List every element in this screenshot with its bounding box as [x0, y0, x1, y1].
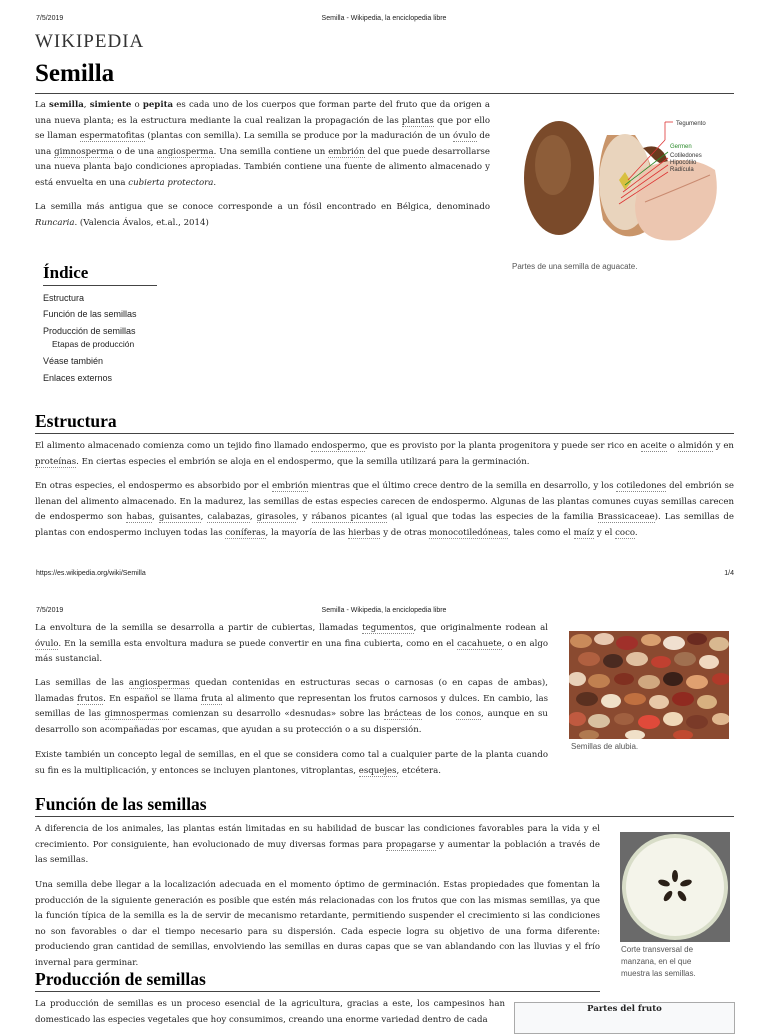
label-tegumento: Tegumento — [676, 121, 706, 127]
legal-paragraph: Existe también un concepto legal de semillas, en el que se considera como tal a cualquier parte de la planta cuando su fin es la multiplicación, y entonces se incluyen plantones, vitroplantas, esquejes, etcétera. — [35, 750, 548, 776]
funcion-paragraph-2: Una semilla debe llegar a la localización adecuada en el momento óptimo de germinación. Estas propiedades que fomentan la producción de la siguiente generación es posible que estén más relacionadas con los frutos que con las mismas semillas, ya que la función típica de la semilla es la de servir de mecanismo retardante, permitiendo suspender el crecimiento si las condiciones no son favorables o dar el tiempo necesario para su dispersión. Cada especie logra su objetivo de una forma diferente: produciendo gran cantidad de semillas, envolviendo las semillas en duras capas que se van ablandando con las lluvias y el frío invernal para germinar. — [35, 880, 600, 968]
link-ovulo[interactable]: óvulo — [453, 131, 477, 141]
link-proteinas[interactable]: proteínas — [35, 456, 77, 467]
toc-heading: Índice — [43, 263, 89, 282]
toc-item-vease[interactable]: Véase también — [43, 356, 104, 366]
link-ovulo-2[interactable]: óvulo — [35, 638, 59, 649]
section-heading-produccion: Producción de semillas — [35, 969, 206, 989]
link-maiz[interactable]: maíz — [573, 527, 595, 538]
link-conos[interactable]: conos — [455, 709, 482, 719]
beans-caption: Semillas de alubia. — [571, 742, 639, 751]
link-habas[interactable]: habas — [126, 512, 153, 522]
print-footer-page: 1/4 — [724, 570, 734, 577]
link-tegumentos[interactable]: tegumentos — [362, 623, 414, 633]
angiospermas-paragraph: Las semillas de las angiospermas quedan contenidas en estructuras secas o carnosas (o en capas de ambas), llamadas frutos. En español se llama fruta al alimento que representan los frutos carnosos y dulces. En cambio, las semillas de las gimnospermas comienzan su desarrollo «desnudas» sobre las brácteas de los conos, aunque en su desarrollo son acompañadas por escamas, que ayudan a su protección o a su dispersión. — [35, 678, 548, 735]
section-heading-estructura: Estructura — [35, 411, 117, 431]
produccion-rule — [35, 991, 600, 992]
label-hipocotilo: Hipocótilo — [670, 160, 697, 166]
link-frutos[interactable]: frutos — [77, 693, 104, 704]
link-embrion[interactable]: embrión — [328, 146, 365, 157]
link-girasoles[interactable]: girasoles — [256, 512, 296, 522]
toc-item-enlaces[interactable]: Enlaces externos — [43, 373, 113, 383]
link-aceite[interactable]: aceite — [640, 441, 667, 451]
print-date-2: 7/5/2019 — [36, 607, 64, 614]
estructura-paragraph-1: El alimento almacenado comienza como un tejido fino llamado endospermo, que es provisto por la planta progenitora y puede ser rico en aceite o almidón y en proteínas. En ciertas especies el embrión se aloja en el endospermo, que la semilla utilizará para la germinación. — [35, 441, 734, 467]
estructura-paragraph-2: En otras especies, el endospermo es absorbido por el embrión mientras que el último crece dentro de la semilla en desarrollo, y los cotiledones del embrión se llenan del alimento almacenado. En la madurez, las semillas de estas especies carecen de endospermo. Algunas de las plantas comunes cuyas semillas carecen de endospermo son habas, guisantes, calabazas, girasoles, y rábanos picantes (al igual que todas las especies de la familia Brassicaceae). Las semillas de plantas con endospermo incluyen todas las coníferas, la mayoría de las hierbas y de otras monocotiledóneas, tales como el maíz y el coco. — [35, 481, 735, 538]
link-hierbas[interactable]: hierbas — [347, 527, 381, 538]
produccion-paragraph: La producción de semillas es un proceso esencial de la agricultura, gracias a este, los campesinos han domesticado las especies vegetales que hoy consumimos, creando una enorme variedad dentro de cada — [35, 999, 505, 1025]
toc-item-produccion[interactable]: Producción de semillas — [43, 326, 136, 336]
page-title: Semilla — [35, 60, 115, 87]
link-gimnosperma[interactable]: gimnosperma — [54, 146, 114, 157]
apple-photo — [620, 832, 730, 942]
link-rabanos-picantes[interactable]: rábanos picantes — [311, 512, 388, 522]
toc-rule — [43, 285, 157, 286]
link-angiosperma[interactable]: angiosperma — [157, 146, 214, 157]
beans-photo — [569, 631, 729, 739]
envoltura-paragraph: La envoltura de la semilla se desarrolla a partir de cubiertas, llamadas tegumentos, que originalmente rodean al óvulo. En la semilla esta envoltura madura se puede convertir en una fina cubierta, como en el cacahuete, o en algo más sustancial. — [35, 623, 549, 664]
link-propagarse[interactable]: propagarse — [386, 839, 436, 850]
wikipedia-logo[interactable]: WIKIPEDIA — [35, 31, 145, 52]
link-fruta[interactable]: fruta — [201, 693, 223, 704]
funcion-paragraph-1: A diferencia de los animales, las plantas están limitadas en su habilidad de buscar las condiciones favorables para la vida y el crecimiento. Por consiguiente, han evolucionado de muy diversas formas para propagarse y aumentar la población a través de las semillas. — [35, 824, 600, 865]
fruit-parts-table — [514, 1002, 735, 1034]
label-radicula: Radícula — [670, 167, 694, 173]
link-guisantes[interactable]: guisantes — [158, 512, 201, 522]
link-coco[interactable]: coco — [615, 527, 635, 538]
title-rule — [35, 93, 734, 94]
table-title: Partes del fruto — [587, 1004, 662, 1014]
label-cotiledones: Cotiledones — [670, 153, 702, 159]
estructura-rule — [35, 433, 734, 434]
link-bracteas[interactable]: brácteas — [384, 709, 422, 719]
toc-subitem-etapas[interactable]: Etapas de producción — [52, 339, 135, 349]
funcion-rule — [35, 816, 734, 817]
print-footer-url: https://es.wikipedia.org/wiki/Semilla — [36, 570, 146, 577]
link-cotiledones[interactable]: cotiledones — [616, 481, 667, 491]
print-title: Semilla - Wikipedia, la enciclopedia libre — [321, 15, 447, 22]
link-esquejes[interactable]: esquejes — [358, 765, 397, 776]
link-endospermo[interactable]: endospermo — [311, 441, 366, 451]
link-cacahuete[interactable]: cacahuete — [457, 638, 502, 649]
toc-item-estructura[interactable]: Estructura — [43, 293, 85, 303]
link-calabazas[interactable]: calabazas — [207, 512, 250, 522]
link-almidon[interactable]: almidón — [677, 441, 713, 451]
link-angiospermas[interactable]: angiospermas — [128, 678, 190, 688]
link-espermatofitas[interactable]: espermatofitas — [79, 131, 145, 141]
toc-item-funcion[interactable]: Función de las semillas — [43, 309, 137, 319]
section-heading-funcion: Función de las semillas — [35, 794, 207, 814]
link-gimnospermas[interactable]: gimnospermas — [104, 709, 169, 719]
avocado-seed-diagram — [515, 110, 740, 255]
print-date: 7/5/2019 — [36, 15, 64, 22]
intro-paragraph-2: La semilla más antigua que se conoce corresponde a un fósil encontrado en Bélgica, denominado Runcaria. (Valencia Ávalos, et.al., 2014) — [35, 202, 490, 228]
print-title-2: Semilla - Wikipedia, la enciclopedia libre — [321, 607, 447, 614]
apple-caption: Corte transversal de manzana, en el que muestra las semillas. — [621, 945, 696, 978]
link-plantas[interactable]: plantas — [401, 115, 434, 126]
label-germen: Germen — [670, 144, 692, 150]
intro-paragraph: La semilla, simiente o pepita es cada uno de los cuerpos que forman parte del fruto que da origen a una nueva planta; es la estructura mediante la cual realizan la propagación de las plantas que por ello se llaman espermatofitas (plantas con semilla). La semilla se produce por la maduración de un óvulo de una gimnosperma o de una angiosperma. Una semilla contiene un embrión del que puede desarrollarse una nueva planta bajo condiciones apropiadas. También contiene una fuente de alimento almacenado y está envuelta en una cubierta protectora. — [35, 100, 491, 188]
link-embrion-2[interactable]: embrión — [272, 481, 309, 491]
link-monocotiledoneas[interactable]: monocotiledóneas — [429, 527, 508, 538]
link-coniferas[interactable]: coníferas — [225, 527, 266, 538]
avocado-caption: Partes de una semilla de aguacate. — [512, 262, 638, 271]
link-brassicaceae[interactable]: Brassicaceae — [597, 512, 655, 522]
